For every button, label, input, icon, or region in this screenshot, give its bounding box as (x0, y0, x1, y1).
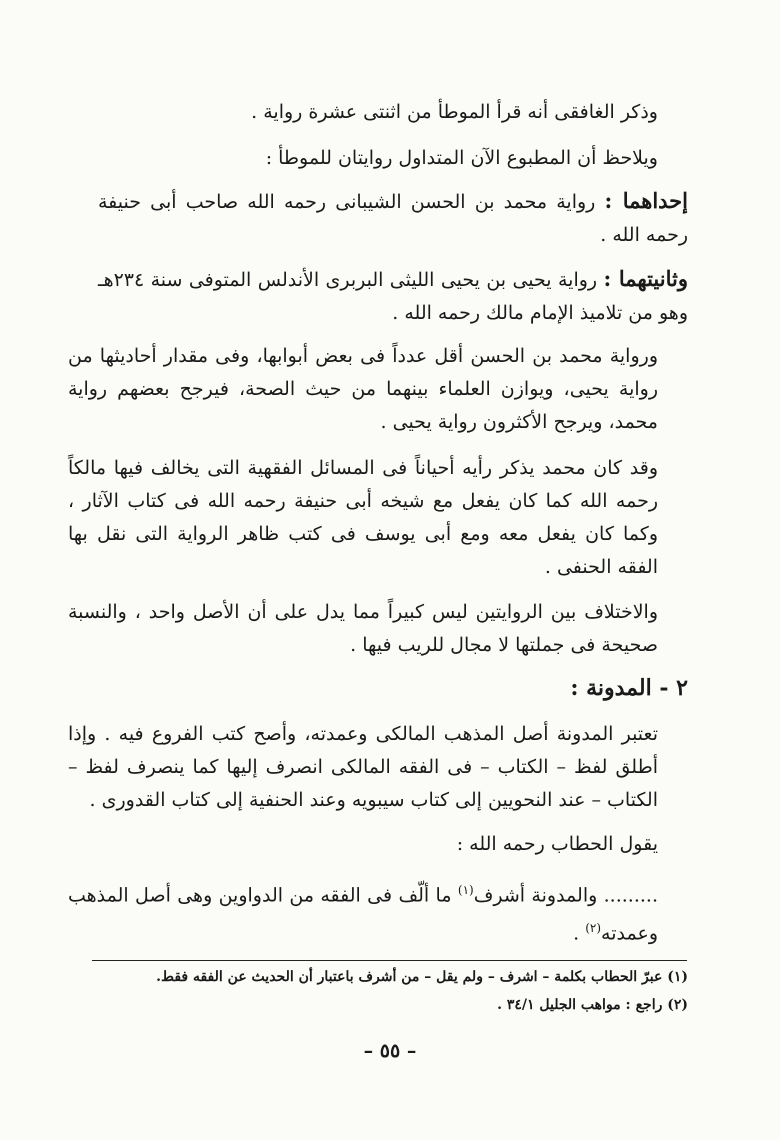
line-two-narrations-text: ويلاحظ أن المطبوع الآن المتداول روايتان للموطأ : (265, 147, 658, 169)
footnote-ref-1: (١) (457, 883, 474, 897)
second-narration-text: رواية يحيى بن يحيى الليثى البربرى الأندلس المتوفى سنة ٢٣٤هـ وهو من تلاميذ الإمام مالك رحمه الله . (98, 269, 688, 324)
paragraph-difference (68, 596, 688, 662)
footnote-divider (92, 960, 687, 961)
second-narration (98, 262, 688, 330)
paragraph-muhammad-opinion-text: وقد كان محمد يذكر رأيه أحياناً فى المسائل الفقهية التى يخالف فيها مالكاً رحمه الله كما كان يفعل مع شيخه أبى حنيفة رحمه الله فى كتاب الآثار ، وكما كان يفعل معه ومع أبى يوسف فى كتب ظاهر الرواية التى نقل بها الفقه الحنفى . (68, 457, 658, 578)
quote-part-2: ما ألّف فى الفقه من الدواوين وهى أصل المذهب وعمدته (68, 884, 658, 945)
footnote-1: (١) عبرّ الحطاب بكلمة – اشرف – ولم يقل – من أشرف باعتبار أن الحديث عن الفقه فقط. (156, 969, 688, 985)
page-number: – ٥٥ – (363, 1040, 417, 1062)
section-heading: ٢ - المدونة : (570, 675, 688, 701)
paragraph-mudawwana-text: تعتبر المدونة أصل المذهب المالكى وعمدته، وأصح كتب الفروع فيه . وإذا أطلق لفظ – الكتاب – فى الفقه المالكى انصرف إليها كما ينصرف لفظ – الكتاب – عند النحويين إلى كتاب سيبويه وعند الحنفية إلى كتاب القدورى . (68, 723, 658, 811)
first-narration-label: إحداهما : (604, 188, 688, 213)
paragraph-comparison-text: ورواية محمد بن الحسن أقل عدداً فى بعض أبوابها، وفى مقدار أحاديثها من رواية يحيى، ويوازن العلماء بينهما من حيث الصحة، فيرجح بعضهم رواية محمد، ويرجح الأكثرون رواية يحيى . (68, 345, 658, 433)
line-hattab (68, 828, 688, 861)
paragraph-muhammad-opinion (68, 452, 688, 584)
quote-hattab (68, 874, 688, 951)
quote-part-3: . (573, 922, 586, 945)
quote-part-1: ......... والمدونة أشرف (473, 884, 658, 907)
paragraph-comparison (68, 340, 688, 439)
second-narration-label: وثانيتهما : (603, 266, 688, 291)
footnote-ref-2: (٢) (585, 921, 602, 936)
first-narration (98, 184, 688, 252)
footnote-2: (٢) راجع : مواهب الجليل ٣٤/١ . (497, 997, 688, 1013)
paragraph-mudawwana (68, 718, 688, 817)
line-hattab-text: يقول الحطاب رحمه الله : (456, 833, 658, 855)
line-ghafiqi-text: وذكر الغافقى أنه قرأ الموطأ من اثنتى عشرة رواية . (251, 101, 658, 123)
paragraph-difference-text: والاختلاف بين الروايتين ليس كبيراً مما يدل على أن الأصل واحد ، والنسبة صحيحة فى جملتها لا مجال للريب فيها . (68, 601, 658, 656)
first-narration-text: رواية محمد بن الحسن الشيبانى رحمه الله صاحب أبى حنيفة رحمه الله . (98, 191, 688, 246)
line-ghafiqi (68, 96, 688, 129)
line-two-narrations (68, 142, 688, 175)
